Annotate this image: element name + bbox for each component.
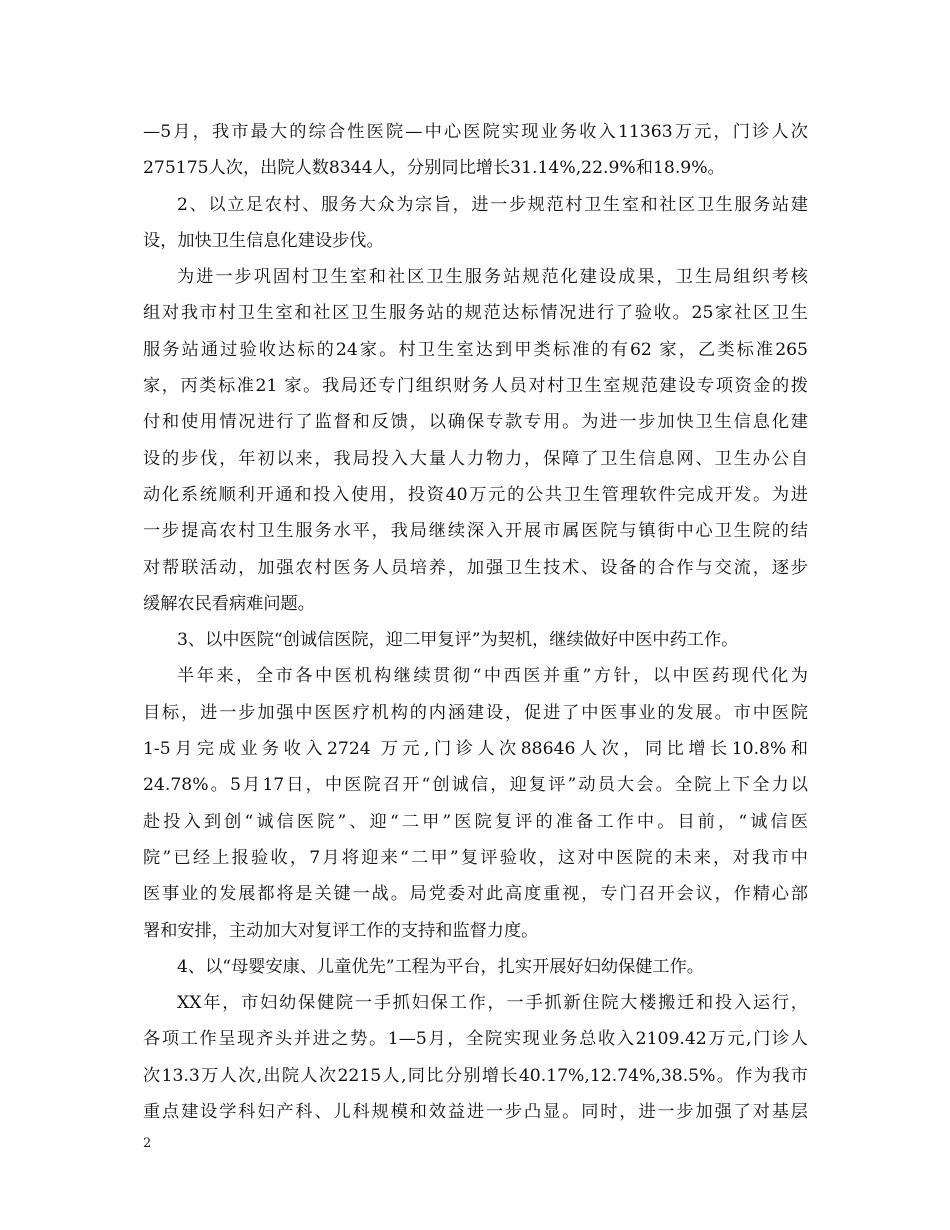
text-line: 服务站通过验收达标的24家。村卫生室达到甲类标准的有62 家，乙类标准265 [143,339,808,360]
text-line: 付和使用情况进行了监督和反馈，以确保专款专用。为进一步加快卫生信息化建 [143,412,808,433]
text-line: 对帮联活动，加强农村医务人员培养，加强卫生技术、设备的合作与交流，逐步 [143,557,808,578]
text-line: 24.78%。5月17日，中医院召开“创诚信，迎复评”动员大会。全院上下全力以 [143,775,808,796]
text-line: —5月，我市最大的综合性医院—中心医院实现业务收入11363万元，门诊人次 [143,122,808,142]
text-line: 家，丙类标准21 家。我局还专门组织财务人员对村卫生室规范建设专项资金的拨 [143,376,808,397]
text-line: 设，加快卫生信息化建设步伐。 [143,230,384,251]
text-line: 院”已经上报验收，7月将迎来“二甲”复评验收，这对中医院的未来，对我市中 [143,847,808,868]
text-line: 医事业的发展都将是关键一战。局党委对此高度重视，专门召开会议，作精心部 [143,884,808,905]
text-line: 一步提高农村卫生服务水平，我局继续深入开展市属医院与镇街中心卫生院的结 [143,521,808,542]
text-line: 4、以“母婴安康、儿童优先”工程为平台，扎实开展好妇幼保健工作。 [177,956,704,977]
text-line: 组对我市村卫生室和社区卫生服务站的规范达标情况进行了验收。25家社区卫生 [143,303,808,324]
text-line: 重点建设学科妇产科、儿科规模和效益进一步凸显。同时，进一步加强了对基层 [143,1102,808,1123]
text-line: 动化系统顺利开通和投入使用，投资40万元的公共卫生管理软件完成开发。为进 [143,484,808,505]
page-number: 2 [143,1136,152,1151]
text-line: 目标，进一步加强中医医疗机构的内涵建设，促进了中医事业的发展。市中医院 [143,702,808,723]
text-line: 1-5月完成业务收入2724 万元,门诊人次88646人次，同比增长10.8%和 [143,739,808,760]
text-line: 275175人次，出院人数8344人，分别同比增长31.14%,22.9%和18.9%。 [143,158,725,179]
text-line: 为进一步巩固村卫生室和社区卫生服务站规范化建设成果，卫生局组织考核 [177,267,808,288]
text-line: 半年来，全市各中医机构继续贯彻“中西医并重”方针，以中医药现代化为 [177,666,808,687]
body-text [143,114,808,1130]
text-line: 设的步伐，年初以来，我局投入大量人力物力，保障了卫生信息网、卫生办公自 [143,448,808,469]
text-line: XX年，市妇幼保健院一手抓妇保工作，一手抓新住院大楼搬迁和投入运行， [177,993,808,1014]
text-line: 各项工作呈现齐头并进之势。1—5月，全院实现业务总收入2109.42万元,门诊人 [143,1029,808,1050]
text-line: 署和安排，主动加大对复评工作的支持和监督力度。 [143,920,539,941]
text-line: 2、以立足农村、服务大众为宗旨，进一步规范村卫生室和社区卫生服务站建 [177,194,808,215]
text-line: 缓解农民看病难问题。 [143,593,315,614]
text-line: 赴投入到创“诚信医院”、迎“二甲”医院复评的准备工作中。目前，“诚信医 [143,811,808,832]
text-line: 次13.3万人次,出院人次2215人,同比分别增长40.17%,12.74%,38.5%。作为我市 [143,1065,808,1086]
text-line: 3、以中医院“创诚信医院，迎二甲复评”为契机，继续做好中医中药工作。 [177,630,739,651]
